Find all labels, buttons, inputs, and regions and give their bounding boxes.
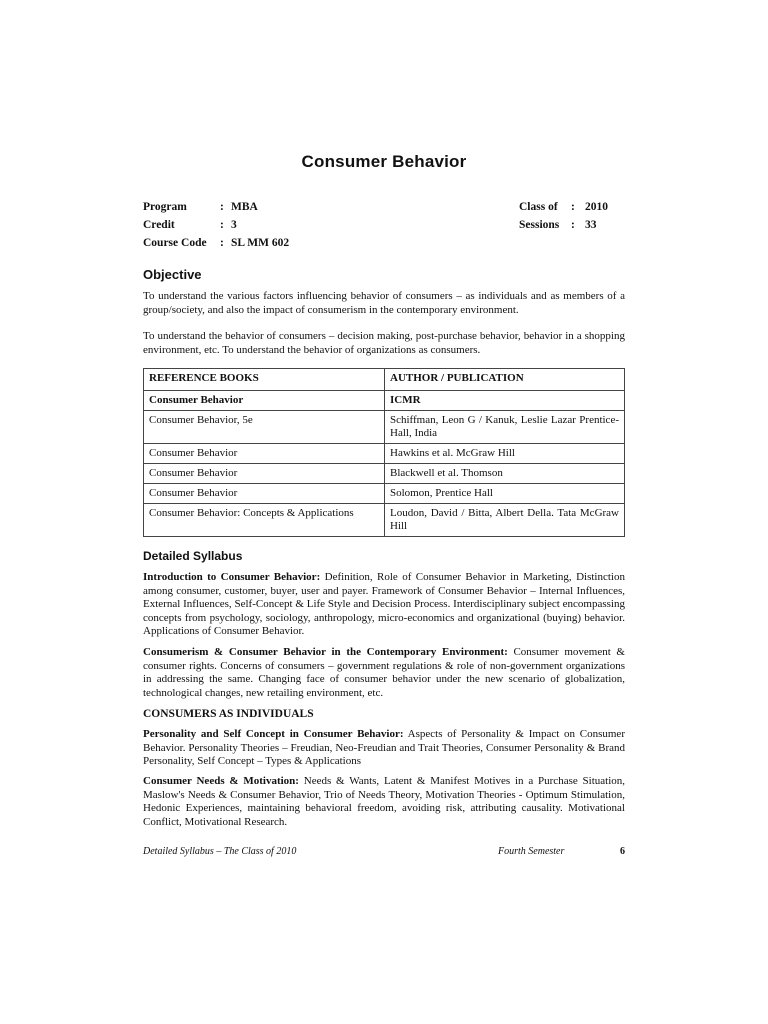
book-cell: Consumer Behavior [144,484,385,504]
table-row [144,484,625,504]
program-colon: : [220,201,224,213]
topic-title: Introduction to Consumer Behavior: [143,571,321,583]
meta-row-course-code [143,237,625,255]
table-row [144,444,625,464]
sessions-value: 33 [585,219,597,231]
author-cell: Schiffman, Leon G / Kanuk, Leslie Lazar Prentice-Hall, India [385,411,625,444]
objective-heading: Objective [143,267,202,282]
book-cell: Consumer Behavior [144,444,385,464]
meta-row-credit [143,219,625,237]
author-cell: ICMR [385,391,625,411]
topic-text: Consumer movement & consumer rights. Concerns of consumers – government regulations & role of non-government organizations in addressing the same. Changing face of consumer behavior under the new scenario of globalization, technological changes, new retailing environment, etc. [143,646,625,699]
detailed-syllabus-heading: Detailed Syllabus [143,549,243,563]
topic-text: Definition, Role of Consumer Behavior in Marketing, Distinction among consumer, customer, buyer, user and payer. Framework of Consumer Behavior – Internal Influences, External Influences, Self-Concept & Life Style and Decision Process. Interdisciplinary subject encompassing concepts from psychology, sociology, anthropology, micro-economics and organizational (buying) behavior. Applications of Consumer Behavior. [143,571,625,637]
program-value: MBA [231,201,258,213]
credit-value: 3 [231,219,237,231]
topic-title: Consumer Needs & Motivation: [143,775,299,787]
page-title: Consumer Behavior [301,152,467,171]
sessions-colon: : [571,219,575,231]
topic-text: Aspects of Personality & Impact on Consumer Behavior. Personality Theories – Freudian, Neo-Freudian and Trait Theories, Consumer Personality & Brand Personality, Self Concept – Types & Applications [143,728,625,767]
class-of-value: 2010 [585,201,608,213]
author-cell: Loudon, David / Bitta, Albert Della. Tata McGraw Hill [385,504,625,537]
syllabus-topic-personality [143,728,625,769]
page-number: 6 [620,846,625,857]
document-page [143,0,625,1024]
consumers-as-individuals-heading: CONSUMERS AS INDIVIDUALS [143,708,314,720]
meta-row-program [143,201,625,219]
class-of-colon: : [571,201,575,213]
table-row [144,391,625,411]
syllabus-topic-introduction [143,571,625,639]
credit-label: Credit [143,219,175,231]
objective-paragraph-2: To understand the behavior of consumers – decision making, post-purchase behavior, behavior in a shopping environment, etc. To understand the behavior of organizations as consumers. [143,330,625,356]
program-label: Program [143,201,187,213]
topic-title: Consumerism & Consumer Behavior in the Contemporary Environment: [143,646,508,658]
author-cell: Hawkins et al. McGraw Hill [385,444,625,464]
course-meta [143,201,625,255]
reference-books-table [143,368,625,537]
column-header-author: AUTHOR / PUBLICATION [385,369,625,391]
book-cell: Consumer Behavior, 5e [144,411,385,444]
book-cell: Consumer Behavior [144,391,385,411]
column-header-books: REFERENCE BOOKS [144,369,385,391]
course-code-value: SL MM 602 [231,237,290,249]
topic-title: Personality and Self Concept in Consumer Behavior: [143,728,404,740]
footer-left-text: Detailed Syllabus – The Class of 2010 [143,846,297,857]
objective-paragraph-1: To understand the various factors influencing behavior of consumers – as individuals and as members of a group/society, and also the impact of consumerism in the contemporary environment. [143,290,625,316]
table-row [144,504,625,537]
author-cell: Blackwell et al. Thomson [385,464,625,484]
class-of-label: Class of [519,201,558,213]
credit-colon: : [220,219,224,231]
table-row [144,411,625,444]
sessions-label: Sessions [519,219,560,231]
book-cell: Consumer Behavior [144,464,385,484]
syllabus-topic-consumerism [143,646,625,700]
author-cell: Solomon, Prentice Hall [385,484,625,504]
footer-semester-text: Fourth Semester [498,846,565,857]
syllabus-topic-needs-motivation [143,775,625,829]
course-code-label: Course Code [143,237,207,249]
book-cell: Consumer Behavior: Concepts & Applications [144,504,385,537]
table-header-row [144,369,625,391]
table-row [144,464,625,484]
topic-text: Needs & Wants, Latent & Manifest Motives in a Purchase Situation, Maslow's Needs & Consumer Behavior, Trio of Needs Theory, Motivation Theories - Optimum Stimulation, Hedonic Experiences, maintaining behavioral freedom, avoiding risk, attributing causality. Motivational Conflict, Motivational Research. [143,775,626,828]
course-code-colon: : [220,237,224,249]
